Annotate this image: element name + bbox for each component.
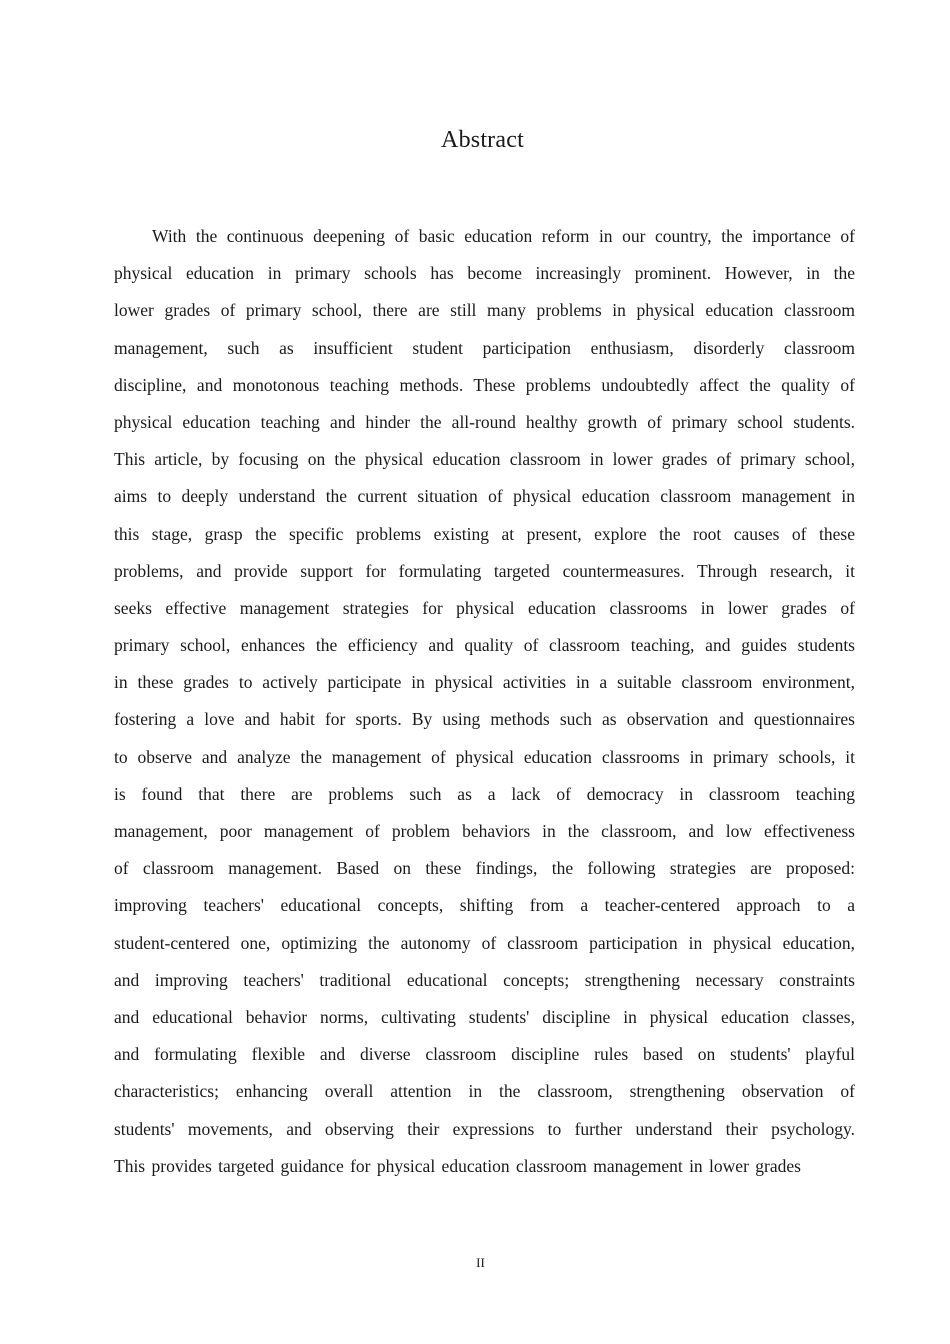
abstract-line: This provides targeted guidance for physical education classroom management in lower grades xyxy=(114,1155,801,1176)
abstract-line: aims to deeply understand the current situation of physical education classroom management in xyxy=(114,486,855,507)
page-number: II xyxy=(476,1255,485,1270)
abstract-line: management, poor management of problem behaviors in the classroom, and low effectiveness xyxy=(114,821,855,841)
abstract-line: management, such as insufficient student participation enthusiasm, disorderly classroom xyxy=(114,337,855,358)
abstract-line: to observe and analyze the management of physical education classrooms in primary schools, it xyxy=(114,746,855,767)
abstract-line: physical education teaching and hinder the all-round healthy growth of primary school students. xyxy=(114,411,855,432)
abstract-line: and formulating flexible and diverse classroom discipline rules based on students' playful xyxy=(114,1044,855,1065)
abstract-line: improving teachers' educational concepts, shifting from a teacher-centered approach to a xyxy=(114,895,855,916)
page-title: Abstract xyxy=(441,127,524,153)
abstract-line: discipline, and monotonous teaching methods. These problems undoubtedly affect the quality of xyxy=(114,374,855,395)
abstract-line: physical education in primary schools has become increasingly prominent. However, in the xyxy=(114,263,855,284)
abstract-line: and educational behavior norms, cultivating students' discipline in physical education classes, xyxy=(114,1006,855,1027)
abstract-line: fostering a love and habit for sports. By using methods such as observation and questionnaires xyxy=(114,709,855,730)
abstract-body xyxy=(114,218,855,1185)
abstract-line: With the continuous deepening of basic education reform in our country, the importance of xyxy=(152,226,855,246)
abstract-line: and improving teachers' traditional educational concepts; strengthening necessary constraints xyxy=(114,969,855,990)
abstract-line: seeks effective management strategies for physical education classrooms in lower grades of xyxy=(114,597,855,618)
abstract-line: student-centered one, optimizing the autonomy of classroom participation in physical education, xyxy=(114,932,855,953)
abstract-line: lower grades of primary school, there are still many problems in physical education classroom xyxy=(114,300,855,321)
abstract-line: This article, by focusing on the physical education classroom in lower grades of primary school, xyxy=(114,449,855,470)
abstract-line: of classroom management. Based on these findings, the following strategies are proposed: xyxy=(114,858,855,879)
abstract-line: primary school, enhances the efficiency and quality of classroom teaching, and guides students xyxy=(114,635,855,656)
abstract-line: is found that there are problems such as a lack of democracy in classroom teaching xyxy=(114,783,855,804)
abstract-line: problems, and provide support for formulating targeted countermeasures. Through research, it xyxy=(114,560,855,581)
abstract-line: in these grades to actively participate in physical activities in a suitable classroom environment, xyxy=(114,672,855,693)
abstract-line: students' movements, and observing their expressions to further understand their psychology. xyxy=(114,1118,855,1139)
abstract-line: characteristics; enhancing overall attention in the classroom, strengthening observation of xyxy=(114,1081,855,1102)
abstract-line: this stage, grasp the specific problems existing at present, explore the root causes of these xyxy=(114,523,855,544)
